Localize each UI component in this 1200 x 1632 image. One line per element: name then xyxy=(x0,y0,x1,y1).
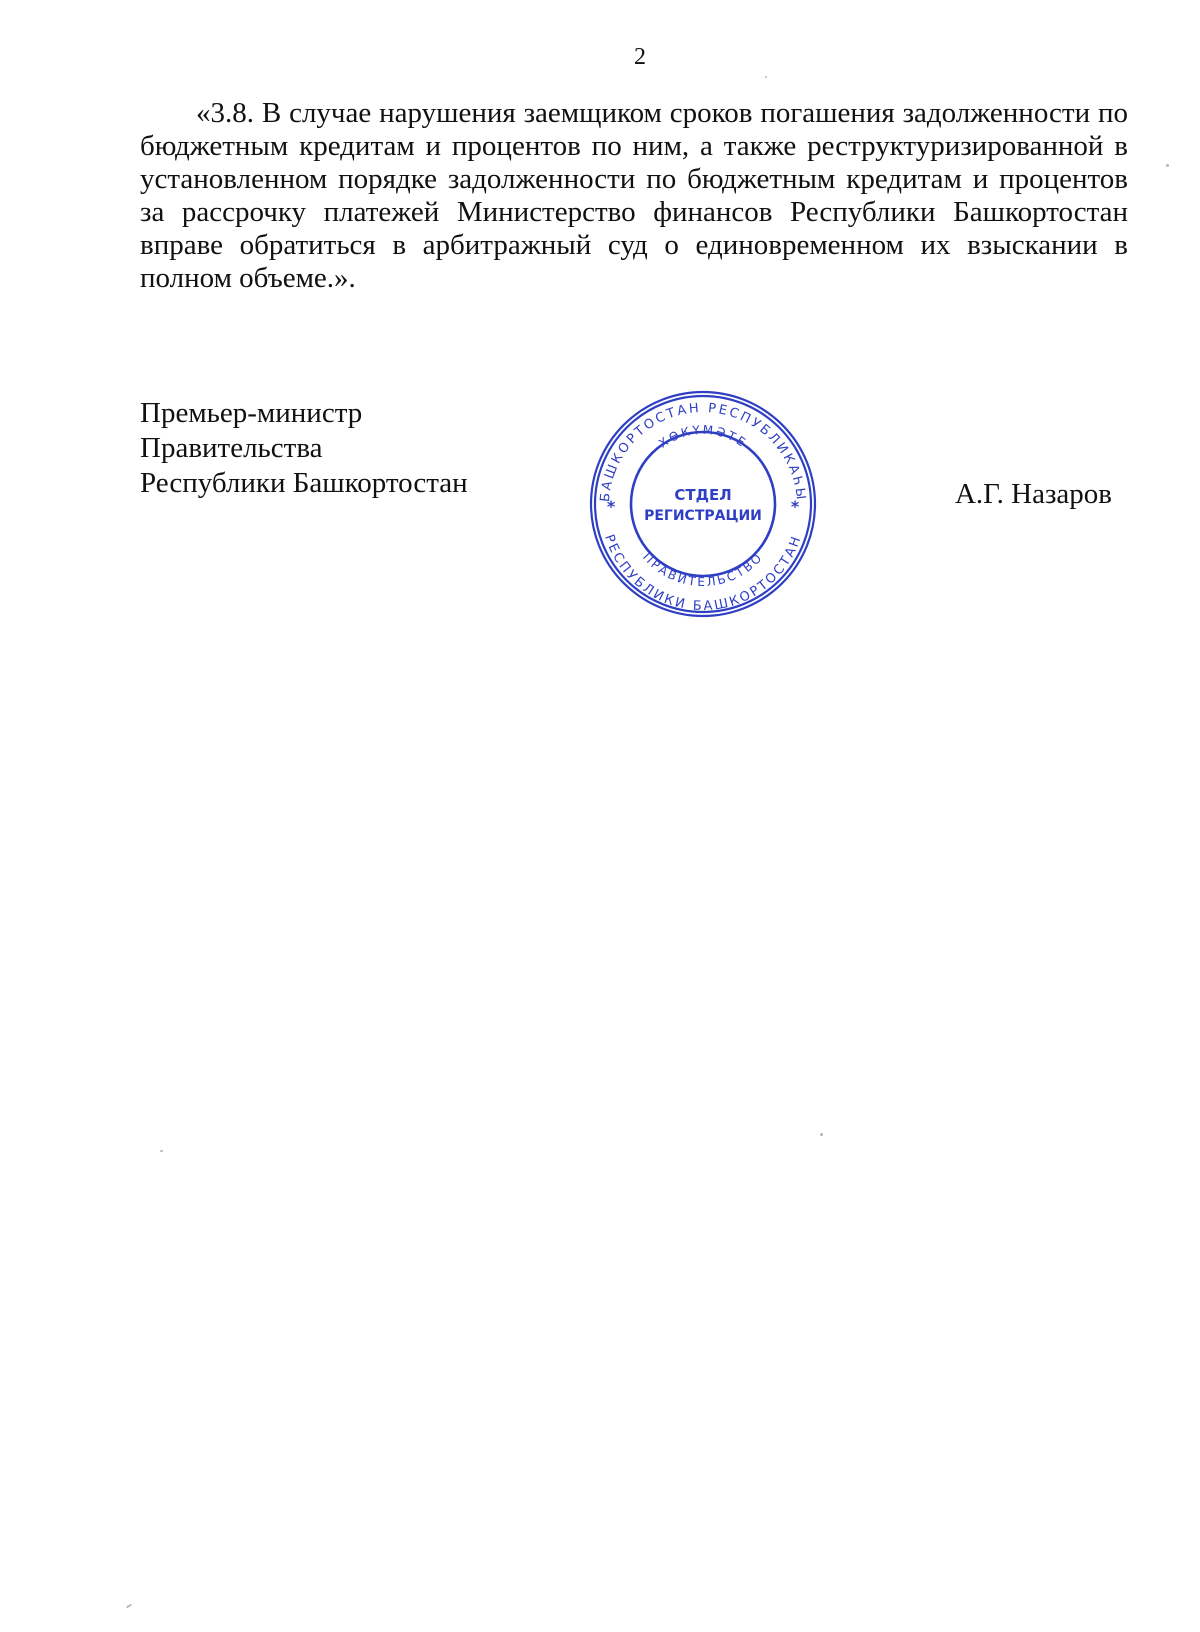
stamp-inner-top-text: ХӨКҮМӘТЕ xyxy=(656,422,750,451)
official-stamp xyxy=(587,388,819,620)
signatory-title-line-1: Премьер-министр xyxy=(140,397,363,429)
signatory-title xyxy=(140,396,468,501)
body-paragraph: «3.8. В случае нарушения заемщиком сроков погашения задолженности по бюджетным кредитам и процентов по ним, а также реструктуризированной в установленном порядке задолженности по бюджетным кредитам и процентов за рассрочку платежей Министерство финансов Республики Башкортостан вправе обратиться в арбитражный суд о единовременном их взыскании в полном объеме.». xyxy=(140,97,1128,294)
page-number: 2 xyxy=(634,44,646,70)
stamp-outer-top-text: БАШКОРТОСТАН РЕСПУБЛИКАҺЫ xyxy=(597,400,809,503)
signatory-title-line-2: Правительства xyxy=(140,432,323,464)
stamp-star-right: * xyxy=(790,497,800,516)
stamp-inner-bottom-text: ПРАВИТЕЛЬСТВО xyxy=(640,549,766,590)
scan-speck xyxy=(765,76,767,78)
signer-name: А.Г. Назаров xyxy=(954,478,1112,510)
stamp-center-line-1: СТДЕЛ xyxy=(674,486,732,504)
scan-speck xyxy=(126,1604,132,1609)
signatory-title-line-3: Республики Башкортостан xyxy=(140,467,468,499)
scan-speck xyxy=(1166,164,1169,167)
stamp-center-line-2: РЕГИСТРАЦИИ xyxy=(644,508,762,524)
stamp-seal-graphic xyxy=(587,388,819,620)
scan-speck xyxy=(820,1133,823,1136)
scan-speck xyxy=(160,1150,163,1152)
stamp-outer-bottom-text: РЕСПУБЛИКИ БАШКОРТОСТАН xyxy=(601,532,805,615)
stamp-star-left: * xyxy=(606,497,616,516)
